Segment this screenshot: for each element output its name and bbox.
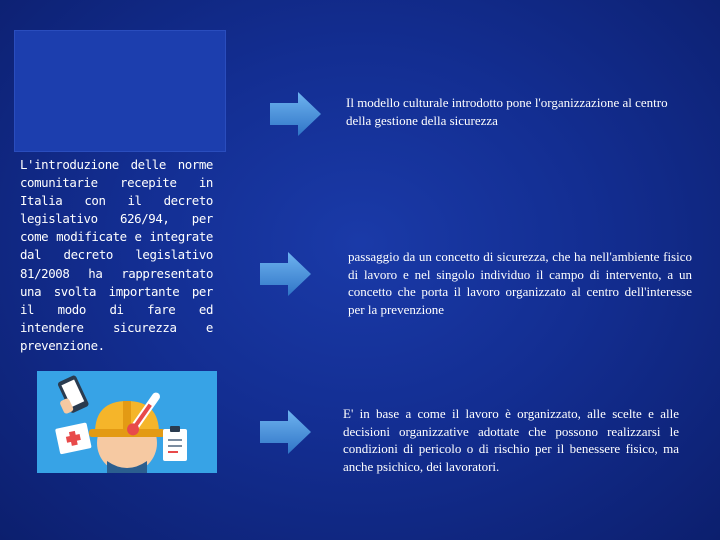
arrow-right-icon [260, 410, 312, 454]
safety-illustration [37, 371, 217, 473]
arrow-right-icon [260, 252, 312, 296]
clipboard-icon [163, 426, 187, 461]
intro-paragraph: L'introduzione delle norme comunitarie recepite in Italia con il decreto legislativo 626/94, per come modificate e integrate dal decreto legislativo 81/2008 ha rappresentato una svolta importante per il modo di fare ed intendere sicurezza e prevenzione. [20, 157, 213, 353]
worker-helmet-icon [89, 401, 165, 473]
arrow-right-icon [270, 92, 322, 136]
first-aid-kit-icon [55, 422, 92, 454]
point-risk-conditions: E' in base a come il lavoro è organizzato, alle scelte e alle decisioni organizzative adottate che possono realizzarsi le condizioni di pericolo o di rischio per il benessere fisico, ma anche psichico, dei lavoratori. [343, 406, 679, 474]
point-organization-centrality: Il modello culturale introdotto pone l'organizzazione al centro della gestione della sicurezza [346, 95, 668, 128]
phone-icon [52, 375, 90, 417]
point-concept-shift: passaggio da un concetto di sicurezza, che ha nell'ambiente fisico di lavoro e nel singolo individuo il campo di intervento, a un concetto che porta il lavoro organizzato al centro dell'interesse per la prevenzione [348, 249, 692, 317]
title-placeholder-box [14, 30, 226, 152]
